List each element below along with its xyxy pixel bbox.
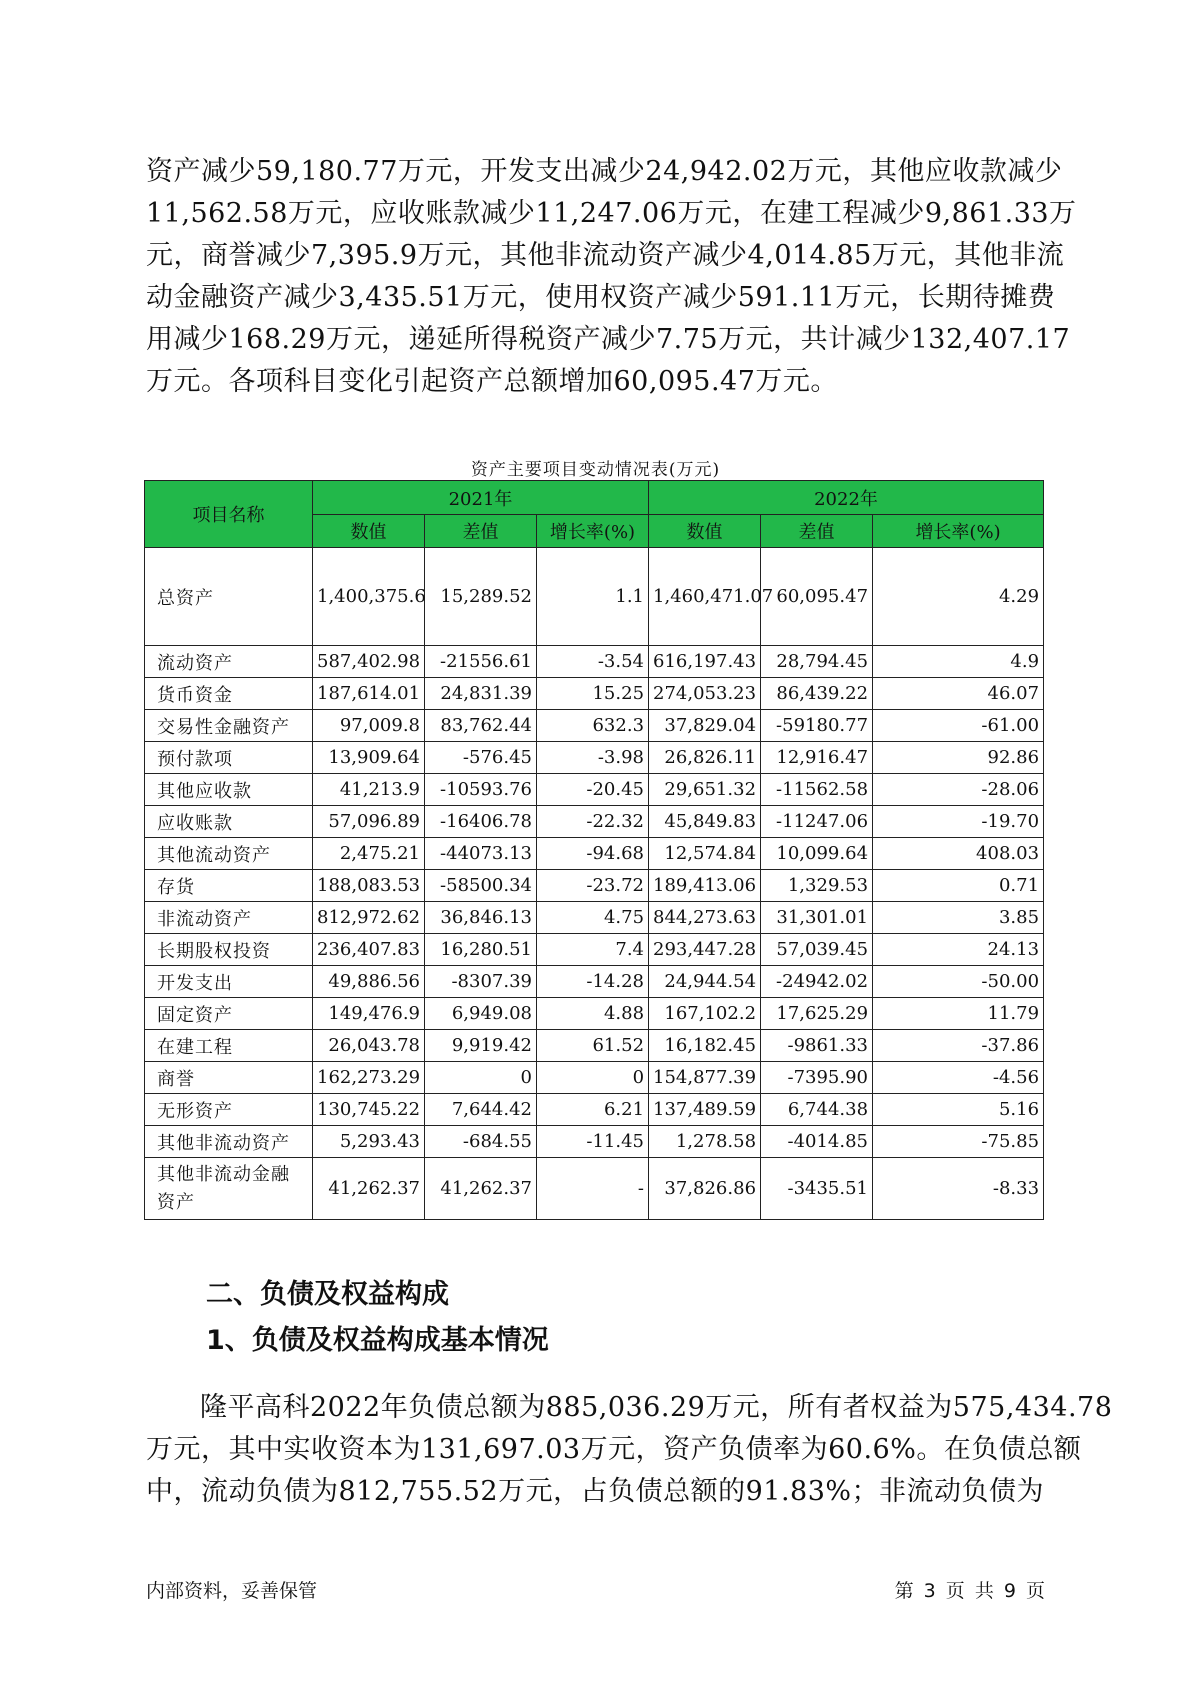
growth-rate-2022-cell: 24.13 [873, 934, 1044, 966]
difference-2021-cell: 36,846.13 [425, 902, 537, 934]
header-year-2021: 2021年 [313, 481, 649, 515]
intro-line: 用减少168.29万元，递延所得税资产减少7.75万元，共计减少132,407.17 [146, 324, 1071, 355]
item-name-cell: 流动资产 [145, 646, 313, 678]
growth-rate-2021-cell: 6.21 [537, 1094, 649, 1126]
table-row [145, 548, 1044, 646]
table-row [145, 870, 1044, 902]
difference-2022-cell: -7395.90 [761, 1062, 873, 1094]
intro-line: 动金融资产减少3,435.51万元，使用权资产减少591.11万元，长期待摊费 [146, 282, 1056, 313]
value-2021-cell: 188,083.53 [313, 870, 425, 902]
value-2021-cell: 187,614.01 [313, 678, 425, 710]
section-heading: 二、负债及权益构成 [206, 1279, 449, 1310]
value-2021-cell: 26,043.78 [313, 1030, 425, 1062]
table-row [145, 838, 1044, 870]
growth-rate-2021-cell: 15.25 [537, 678, 649, 710]
value-2021-cell: 57,096.89 [313, 806, 425, 838]
subheader-difference: 差值 [425, 515, 537, 548]
value-2021-cell: 97,009.8 [313, 710, 425, 742]
difference-2021-cell: -576.45 [425, 742, 537, 774]
table-row [145, 646, 1044, 678]
table-row [145, 1030, 1044, 1062]
growth-rate-2022-cell: -50.00 [873, 966, 1044, 998]
growth-rate-2022-cell: 11.79 [873, 998, 1044, 1030]
difference-2022-cell: -11247.06 [761, 806, 873, 838]
growth-rate-2021-cell: -3.54 [537, 646, 649, 678]
table-row [145, 1126, 1044, 1158]
difference-2021-cell: 0 [425, 1062, 537, 1094]
item-name-cell: 其他非流动金融资产 [145, 1158, 313, 1220]
item-name-cell: 开发支出 [145, 966, 313, 998]
table-caption: 资产主要项目变动情况表(万元) [470, 460, 721, 480]
difference-2022-cell: 31,301.01 [761, 902, 873, 934]
value-2022-cell: 1,278.58 [649, 1126, 761, 1158]
item-name-cell: 非流动资产 [145, 902, 313, 934]
difference-2021-cell: 9,919.42 [425, 1030, 537, 1062]
growth-rate-2022-cell: 5.16 [873, 1094, 1044, 1126]
value-2022-cell: 16,182.45 [649, 1030, 761, 1062]
table-row [145, 1062, 1044, 1094]
subheader-value: 数值 [313, 515, 425, 548]
difference-2022-cell: 86,439.22 [761, 678, 873, 710]
value-2022-cell: 1,460,471.07 [649, 548, 761, 646]
item-name-cell: 货币资金 [145, 678, 313, 710]
difference-2022-cell: -3435.51 [761, 1158, 873, 1220]
value-2022-cell: 12,574.84 [649, 838, 761, 870]
growth-rate-2022-cell: 408.03 [873, 838, 1044, 870]
subheader-growth-rate: 增长率(%) [873, 515, 1044, 548]
growth-rate-2021-cell: 0 [537, 1062, 649, 1094]
item-name-cell: 其他流动资产 [145, 838, 313, 870]
item-name-cell: 其他非流动资产 [145, 1126, 313, 1158]
growth-rate-2022-cell: -4.56 [873, 1062, 1044, 1094]
growth-rate-2022-cell: -61.00 [873, 710, 1044, 742]
growth-rate-2022-cell: -37.86 [873, 1030, 1044, 1062]
growth-rate-2022-cell: 92.86 [873, 742, 1044, 774]
value-2022-cell: 137,489.59 [649, 1094, 761, 1126]
growth-rate-2022-cell: 4.9 [873, 646, 1044, 678]
table-row [145, 902, 1044, 934]
value-2021-cell: 5,293.43 [313, 1126, 425, 1158]
growth-rate-2022-cell: -28.06 [873, 774, 1044, 806]
table-row [145, 678, 1044, 710]
value-2022-cell: 167,102.2 [649, 998, 761, 1030]
difference-2021-cell: -684.55 [425, 1126, 537, 1158]
difference-2022-cell: 60,095.47 [761, 548, 873, 646]
value-2021-cell: 130,745.22 [313, 1094, 425, 1126]
growth-rate-2021-cell: -22.32 [537, 806, 649, 838]
difference-2022-cell: 10,099.64 [761, 838, 873, 870]
growth-rate-2022-cell: -19.70 [873, 806, 1044, 838]
growth-rate-2021-cell: - [537, 1158, 649, 1220]
difference-2022-cell: 1,329.53 [761, 870, 873, 902]
table-row [145, 742, 1044, 774]
difference-2022-cell: 17,625.29 [761, 998, 873, 1030]
value-2022-cell: 616,197.43 [649, 646, 761, 678]
value-2021-cell: 41,262.37 [313, 1158, 425, 1220]
intro-line: 资产减少59,180.77万元，开发支出减少24,942.02万元，其他应收款减少 [146, 156, 1063, 187]
table-row [145, 1158, 1044, 1220]
intro-line: 万元。各项科目变化引起资产总额增加60,095.47万元。 [146, 366, 838, 397]
intro-line: 11,562.58万元，应收账款减少11,247.06万元，在建工程减少9,861.33万 [146, 198, 1077, 229]
difference-2021-cell: -16406.78 [425, 806, 537, 838]
value-2022-cell: 24,944.54 [649, 966, 761, 998]
value-2022-cell: 844,273.63 [649, 902, 761, 934]
table-row [145, 1094, 1044, 1126]
value-2022-cell: 274,053.23 [649, 678, 761, 710]
asset-change-table [144, 480, 1044, 1220]
difference-2022-cell: 6,744.38 [761, 1094, 873, 1126]
intro-paragraph [146, 151, 1077, 403]
difference-2021-cell: -8307.39 [425, 966, 537, 998]
value-2021-cell: 587,402.98 [313, 646, 425, 678]
difference-2022-cell: -4014.85 [761, 1126, 873, 1158]
item-name-cell: 无形资产 [145, 1094, 313, 1126]
item-name-cell: 预付款项 [145, 742, 313, 774]
difference-2022-cell: -59180.77 [761, 710, 873, 742]
difference-2021-cell: 6,949.08 [425, 998, 537, 1030]
footer-page-number: 第 3 页 共 9 页 [894, 1580, 1045, 1602]
difference-2021-cell: 15,289.52 [425, 548, 537, 646]
item-name-cell: 应收账款 [145, 806, 313, 838]
growth-rate-2021-cell: -20.45 [537, 774, 649, 806]
difference-2022-cell: -11562.58 [761, 774, 873, 806]
growth-rate-2021-cell: 4.88 [537, 998, 649, 1030]
difference-2021-cell: -21556.61 [425, 646, 537, 678]
growth-rate-2022-cell: 46.07 [873, 678, 1044, 710]
difference-2021-cell: -44073.13 [425, 838, 537, 870]
growth-rate-2021-cell: -94.68 [537, 838, 649, 870]
growth-rate-2022-cell: 4.29 [873, 548, 1044, 646]
item-name-cell: 存货 [145, 870, 313, 902]
value-2021-cell: 2,475.21 [313, 838, 425, 870]
item-name-cell: 商誉 [145, 1062, 313, 1094]
difference-2022-cell: -9861.33 [761, 1030, 873, 1062]
body-line: 隆平高科2022年负债总额为885,036.29万元，所有者权益为575,434.78 [200, 1392, 1113, 1423]
item-name-cell: 总资产 [145, 548, 313, 646]
growth-rate-2021-cell: -23.72 [537, 870, 649, 902]
subheader-value: 数值 [649, 515, 761, 548]
growth-rate-2022-cell: -75.85 [873, 1126, 1044, 1158]
difference-2021-cell: 7,644.42 [425, 1094, 537, 1126]
growth-rate-2022-cell: -8.33 [873, 1158, 1044, 1220]
value-2022-cell: 154,877.39 [649, 1062, 761, 1094]
value-2021-cell: 1,400,375.6 [313, 548, 425, 646]
difference-2022-cell: 28,794.45 [761, 646, 873, 678]
growth-rate-2022-cell: 3.85 [873, 902, 1044, 934]
difference-2022-cell: 12,916.47 [761, 742, 873, 774]
growth-rate-2021-cell: 7.4 [537, 934, 649, 966]
difference-2021-cell: 16,280.51 [425, 934, 537, 966]
growth-rate-2021-cell: 61.52 [537, 1030, 649, 1062]
difference-2022-cell: -24942.02 [761, 966, 873, 998]
header-year-2022: 2022年 [649, 481, 1044, 515]
growth-rate-2021-cell: -3.98 [537, 742, 649, 774]
value-2021-cell: 13,909.64 [313, 742, 425, 774]
value-2021-cell: 49,886.56 [313, 966, 425, 998]
body-line: 中，流动负债为812,755.52万元，占负债总额的91.83%；非流动负债为 [146, 1476, 1045, 1507]
difference-2021-cell: 41,262.37 [425, 1158, 537, 1220]
value-2022-cell: 293,447.28 [649, 934, 761, 966]
table-row [145, 998, 1044, 1030]
value-2022-cell: 189,413.06 [649, 870, 761, 902]
value-2021-cell: 149,476.9 [313, 998, 425, 1030]
item-name-cell: 其他应收款 [145, 774, 313, 806]
difference-2022-cell: 57,039.45 [761, 934, 873, 966]
growth-rate-2022-cell: 0.71 [873, 870, 1044, 902]
value-2021-cell: 162,273.29 [313, 1062, 425, 1094]
difference-2021-cell: -58500.34 [425, 870, 537, 902]
growth-rate-2021-cell: 632.3 [537, 710, 649, 742]
growth-rate-2021-cell: -14.28 [537, 966, 649, 998]
liability-paragraph [146, 1387, 1113, 1513]
header-item-name: 项目名称 [145, 481, 313, 548]
item-name-cell: 固定资产 [145, 998, 313, 1030]
value-2022-cell: 26,826.11 [649, 742, 761, 774]
difference-2021-cell: 24,831.39 [425, 678, 537, 710]
item-name-cell: 在建工程 [145, 1030, 313, 1062]
body-line: 万元，其中实收资本为131,697.03万元，资产负债率为60.6%。在负债总额 [146, 1434, 1082, 1465]
item-name-cell: 交易性金融资产 [145, 710, 313, 742]
table-row [145, 710, 1044, 742]
value-2022-cell: 29,651.32 [649, 774, 761, 806]
footer-confidential-note: 内部资料，妥善保管 [146, 1580, 318, 1602]
growth-rate-2021-cell: -11.45 [537, 1126, 649, 1158]
item-name-cell: 长期股权投资 [145, 934, 313, 966]
subheader-difference: 差值 [761, 515, 873, 548]
table-row [145, 806, 1044, 838]
subheader-growth-rate: 增长率(%) [537, 515, 649, 548]
difference-2021-cell: -10593.76 [425, 774, 537, 806]
difference-2021-cell: 83,762.44 [425, 710, 537, 742]
table-row [145, 934, 1044, 966]
intro-line: 元，商誉减少7,395.9万元，其他非流动资产减少4,014.85万元，其他非流 [146, 240, 1065, 271]
value-2021-cell: 236,407.83 [313, 934, 425, 966]
sub-heading: 1、负债及权益构成基本情况 [206, 1325, 549, 1356]
value-2021-cell: 812,972.62 [313, 902, 425, 934]
table-row [145, 774, 1044, 806]
growth-rate-2021-cell: 1.1 [537, 548, 649, 646]
value-2022-cell: 37,829.04 [649, 710, 761, 742]
table-row [145, 966, 1044, 998]
value-2021-cell: 41,213.9 [313, 774, 425, 806]
value-2022-cell: 37,826.86 [649, 1158, 761, 1220]
value-2022-cell: 45,849.83 [649, 806, 761, 838]
growth-rate-2021-cell: 4.75 [537, 902, 649, 934]
